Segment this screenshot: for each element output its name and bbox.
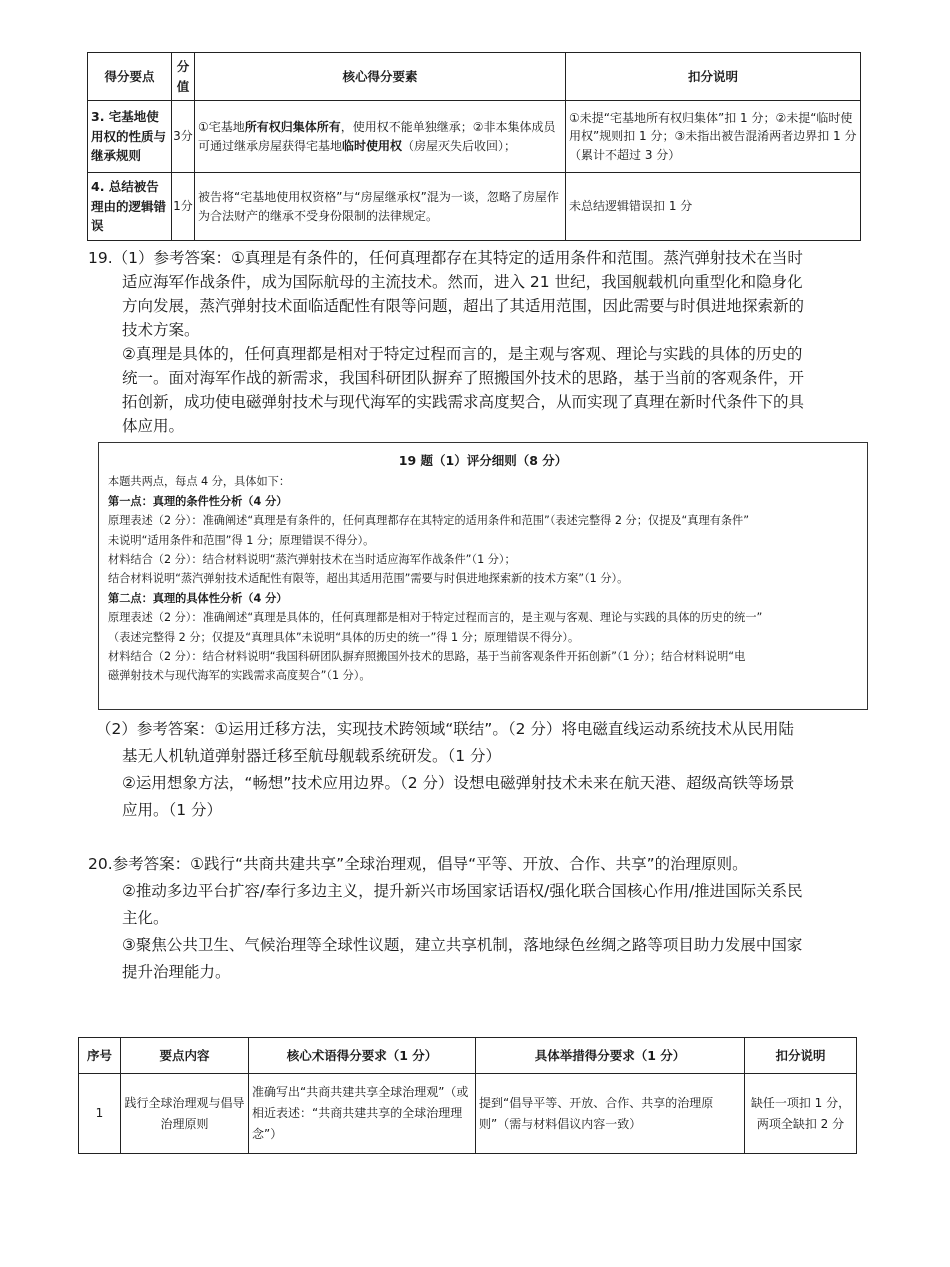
- core-text: ，使用权不能单独继承；②非本集体成员可通过继承房屋获得宅基地: [198, 119, 556, 153]
- answer-line: ③聚焦公共卫生、气候治理等全球性议题，建立共享机制，落地绿色丝绸之路等项目助力发展中国家: [122, 936, 803, 954]
- rubric-line: 材料结合（2 分）：结合材料说明“我国科研团队摒弃照搬国外技术的思路，基于当前客观条件开拓创新”（1 分）；结合材料说明“电: [108, 650, 746, 664]
- number-cell: 1: [79, 1074, 121, 1154]
- answer-line: ②运用想象方法，“畅想”技术应用边界。（2 分）设想电磁弹射技术未来在航天港、超级高铁等场景: [122, 774, 795, 792]
- rubric-line: 未说明“适用条件和范围”得 1 分；原理错误不得分）。: [108, 533, 375, 547]
- header-cell: 具体举措得分要求（1 分）: [476, 1038, 745, 1074]
- rubric-line: 原理表述（2 分）：准确阐述“真理是有条件的，任何真理都存在其特定的适用条件和范围”（表述完整得 2 分；仅提及“真理有条件”: [108, 514, 750, 528]
- rubric-line: 本题共两点，每点 4 分，具体如下：: [108, 475, 291, 489]
- q20-answer: [88, 851, 803, 986]
- rubric-line: 结合材料说明“蒸汽弹射技术适配性有限等，超出其适用范围”需要与时俱进地探索新的技术方案”（1 分）。: [108, 572, 629, 586]
- rubric-heading: 第一点：真理的条件性分析（4 分）: [108, 494, 288, 508]
- q19-part1-answer: [88, 246, 804, 438]
- header-cell: 得分要点: [88, 53, 172, 101]
- answer-line: 提升治理能力。: [122, 963, 231, 981]
- term-cell: 准确写出“共商共建共享全球治理观”（或相近表述：“共商共建共享的全球治理理念”）: [249, 1074, 476, 1154]
- answer-line: 统一。面对海军作战的新需求，我国科研团队摒弃了照搬国外技术的思路，基于当前的客观条件，开: [122, 369, 805, 387]
- table-row: [88, 173, 861, 241]
- answer-line: ②推动多边平台扩容/奉行多边主义，提升新兴市场国家话语权/强化联合国核心作用/推进国际关系民: [122, 882, 803, 900]
- table-row: [88, 101, 861, 173]
- answer-line: 方向发展，蒸汽弹射技术面临适配性有限等问题，超出了其适用范围，因此需要与时俱进地探索新的: [122, 297, 805, 315]
- rubric-title: 19 题（1）评分细则（8 分）: [398, 453, 568, 468]
- core-text: ①宅基地: [198, 119, 245, 134]
- table-header-row: [79, 1038, 857, 1074]
- deduct-cell: ①未提“宅基地所有权归集体”扣 1 分；②未提“临时使用权”规则扣 1 分；③未指出被告混淆两者边界扣 1 分（累计不超过 3 分）: [566, 101, 861, 173]
- core-cell: [195, 101, 566, 173]
- point-cell: 践行全球治理观与倡导治理原则: [121, 1074, 249, 1154]
- answer-line: 19.（1）参考答案：①真理是有条件的，任何真理都存在其特定的适用条件和范围。蒸汽弹射技术在当时: [88, 249, 803, 267]
- header-cell: 核心术语得分要求（1 分）: [249, 1038, 476, 1074]
- score-cell: 1分: [172, 173, 195, 241]
- table-row: [79, 1074, 857, 1154]
- q19-rubric-box: [98, 442, 868, 710]
- deduct-cell: 缺任一项扣 1 分，两项全缺扣 2 分: [745, 1074, 857, 1154]
- header-cell: 序号: [79, 1038, 121, 1074]
- rubric-line: （表述完整得 2 分；仅提及“真理具体”未说明“具体的历史的统一”得 1 分；原理错误不得分）。: [108, 630, 580, 644]
- point-cell: 3. 宅基地使用权的性质与继承规则: [88, 101, 172, 173]
- rubric-line: 磁弹射技术与现代海军的实践需求高度契合”（1 分）。: [108, 669, 371, 683]
- answer-line: 体应用。: [122, 417, 185, 435]
- answer-line: 应用。（1 分）: [122, 801, 223, 819]
- answer-line: 20.参考答案：①践行“共商共建共享”全球治理观，倡导“平等、开放、合作、共享”的治理原则。: [88, 855, 748, 873]
- header-cell: 分值: [172, 53, 195, 101]
- point-cell: 4. 总结被告理由的逻辑错误: [88, 173, 172, 241]
- score-cell: 3分: [172, 101, 195, 173]
- rubric-line: 材料结合（2 分）：结合材料说明“蒸汽弹射技术在当时适应海军作战条件”（1 分）；: [108, 553, 516, 567]
- answer-line: 主化。: [122, 909, 169, 927]
- scoring-table-2: [78, 1037, 857, 1154]
- core-emphasis: 所有权归集体所有: [244, 119, 341, 134]
- rubric-heading: 第二点：真理的具体性分析（4 分）: [108, 591, 288, 605]
- core-cell: 被告将“宅基地使用权资格”与“房屋继承权”混为一谈，忽略了房屋作为合法财产的继承不受身份限制的法律规定。: [195, 173, 566, 241]
- header-cell: 核心得分要素: [195, 53, 566, 101]
- answer-line: 适应海军作战条件，成为国际航母的主流技术。然而，进入 21 世纪，我国舰载机向重型化和隐身化: [122, 273, 803, 291]
- q19-part2-answer: [96, 716, 795, 824]
- rubric-line: 原理表述（2 分）：准确阐述“真理是具体的，任何真理都是相对于特定过程而言的，是主观与客观、理论与实践的具体的历史的统一”: [108, 611, 763, 625]
- answer-line: 拓创新，成功使电磁弹射技术与现代海军的实践需求高度契合，从而实现了真理在新时代条件下的具: [122, 393, 805, 411]
- header-cell: 扣分说明: [566, 53, 861, 101]
- answer-line: 技术方案。: [122, 321, 200, 339]
- answer-line: ②真理是具体的，任何真理都是相对于特定过程而言的，是主观与客观、理论与实践的具体的历史的: [122, 345, 803, 363]
- header-cell: 要点内容: [121, 1038, 249, 1074]
- answer-line: （2）参考答案：①运用迁移方法，实现技术跨领域“联结”。（2 分）将电磁直线运动系统技术从民用陆: [96, 720, 794, 738]
- deduct-cell: 未总结逻辑错误扣 1 分: [566, 173, 861, 241]
- core-text: （房屋灭失后收回）；: [402, 138, 517, 153]
- header-cell: 扣分说明: [745, 1038, 857, 1074]
- scoring-table-1: [87, 52, 861, 241]
- answer-line: 基无人机轨道弹射器迁移至航母舰载系统研发。（1 分）: [122, 747, 502, 765]
- measure-cell: 提到“倡导平等、开放、合作、共享的治理原则”（需与材料倡议内容一致）: [476, 1074, 745, 1154]
- table-header-row: [88, 53, 861, 101]
- core-emphasis: 临时使用权: [342, 138, 403, 153]
